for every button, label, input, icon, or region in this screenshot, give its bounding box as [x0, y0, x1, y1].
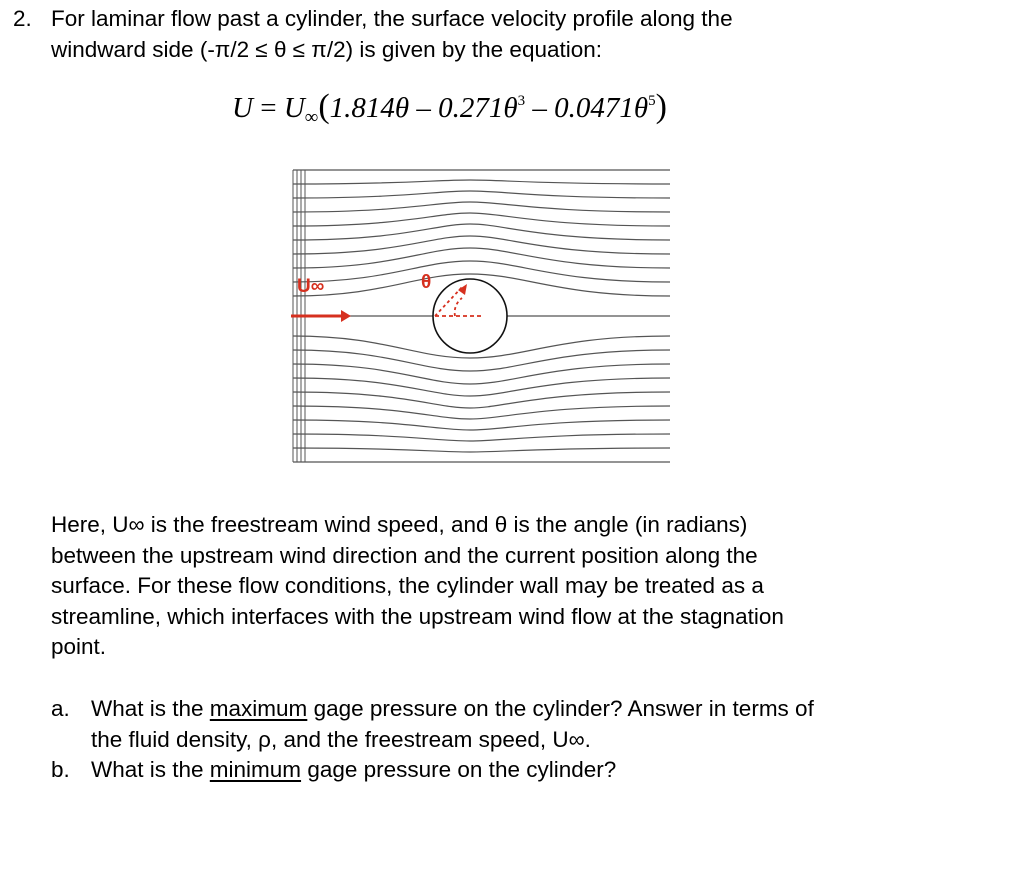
streamline	[293, 350, 670, 371]
streamline	[293, 261, 670, 282]
equation-term3-power: 5	[648, 93, 656, 109]
streamline	[293, 448, 670, 452]
streamline-figure	[285, 158, 677, 474]
equation-term3: 0.0471θ	[554, 92, 649, 124]
problem-number: 2.	[13, 6, 32, 31]
streamline	[293, 420, 670, 430]
equation-term2-power: 3	[517, 93, 526, 109]
problem-intro	[51, 4, 733, 65]
question-text: What is the maximum gage pressure on the cylinder? Answer in terms of	[91, 696, 814, 721]
angle-label: θ	[421, 272, 432, 293]
paragraph-line: streamline, which interfaces with the upstream wind flow at the stagnation	[51, 603, 784, 629]
emphasis-word: maximum	[209, 696, 308, 721]
intro-line: windward side (-π/2 ≤ θ ≤ π/2) is given by the equation:	[51, 36, 603, 62]
streamline	[293, 406, 670, 419]
question-item	[51, 755, 814, 786]
explanation-paragraph	[51, 510, 784, 663]
question-label: b.	[51, 757, 70, 782]
streamline	[293, 191, 670, 198]
streamline	[293, 364, 670, 384]
question-list	[51, 694, 814, 786]
equation-term1: 1.814θ	[329, 92, 410, 124]
freestream-label: U∞	[297, 276, 325, 297]
question-label: a.	[51, 696, 70, 721]
streamline	[293, 213, 670, 226]
streamline	[293, 202, 670, 212]
streamline	[293, 180, 670, 184]
equation-minus: –	[416, 92, 431, 124]
question-text: What is the minimum gage pressure on the cylinder?	[91, 757, 617, 782]
paragraph-line: between the upstream wind direction and the current position along the	[51, 542, 758, 568]
paragraph-line: surface. For these flow conditions, the cylinder wall may be treated as a	[51, 573, 764, 598]
streamline	[293, 224, 670, 240]
question-text-continued: the fluid density, ρ, and the freestream speed, U∞.	[91, 726, 591, 752]
intro-line: For laminar flow past a cylinder, the surface velocity profile along the	[51, 6, 733, 31]
equation-minus: –	[532, 92, 547, 124]
equation-term2: 0.271θ	[438, 92, 518, 124]
paragraph-line: point.	[51, 634, 107, 659]
equation-equals: =	[260, 92, 277, 124]
arrow-icon	[341, 310, 351, 322]
paragraph-line: Here, U∞ is the freestream wind speed, and θ is the angle (in radians)	[51, 512, 748, 537]
equation-lhs: U	[232, 92, 253, 124]
velocity-equation	[232, 88, 667, 129]
streamline	[293, 248, 670, 268]
equation-u: U	[283, 92, 305, 124]
equation-close-paren: )	[655, 88, 667, 125]
streamline	[293, 434, 670, 441]
question-item	[51, 694, 814, 755]
emphasis-word: minimum	[209, 757, 302, 782]
equation-open-paren: (	[318, 88, 330, 125]
streamline	[293, 392, 670, 408]
equation-u-subscript: ∞	[304, 107, 319, 128]
